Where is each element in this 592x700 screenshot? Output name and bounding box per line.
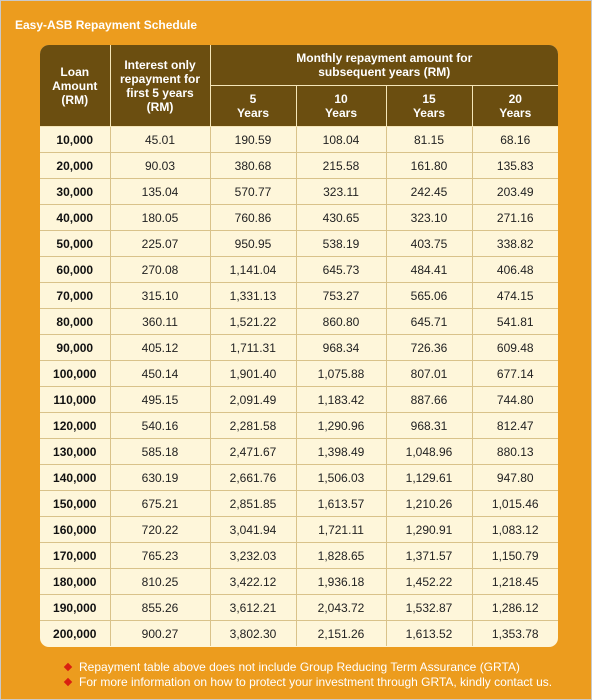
repay-20y-cell: 1,015.46 [472, 491, 558, 517]
loan-amount-cell: 100,000 [40, 361, 110, 387]
loan-amount-cell: 40,000 [40, 205, 110, 231]
repay-10y-cell: 215.58 [296, 153, 386, 179]
header-years-num: 5 [249, 92, 257, 106]
repay-5y-cell: 1,711.31 [210, 335, 296, 361]
repay-10y-cell: 1,398.49 [296, 439, 386, 465]
repay-5y-cell: 570.77 [210, 179, 296, 205]
loan-amount-cell: 30,000 [40, 179, 110, 205]
repay-5y-cell: 2,661.76 [210, 465, 296, 491]
repay-10y-cell: 1,506.03 [296, 465, 386, 491]
table-row [40, 413, 558, 439]
loan-amount-cell: 20,000 [40, 153, 110, 179]
table-row [40, 257, 558, 283]
table-body [40, 127, 558, 647]
table-row [40, 153, 558, 179]
repay-15y-cell: 645.71 [386, 309, 472, 335]
table-row [40, 179, 558, 205]
repay-15y-cell: 968.31 [386, 413, 472, 439]
interest-only-cell: 90.03 [110, 153, 210, 179]
interest-only-cell: 360.11 [110, 309, 210, 335]
interest-only-cell: 720.22 [110, 517, 210, 543]
repay-5y-cell: 3,802.30 [210, 621, 296, 647]
header-loan-line: Loan [60, 64, 90, 79]
table-header [40, 45, 558, 127]
table-row [40, 205, 558, 231]
interest-only-cell: 405.12 [110, 335, 210, 361]
repay-5y-cell: 380.68 [210, 153, 296, 179]
repay-5y-cell: 2,851.85 [210, 491, 296, 517]
repay-5y-cell: 3,232.03 [210, 543, 296, 569]
header-loan-amount [40, 45, 110, 127]
header-years-num: 10 [334, 92, 348, 106]
interest-only-cell: 765.23 [110, 543, 210, 569]
repay-15y-cell: 484.41 [386, 257, 472, 283]
repay-20y-cell: 1,150.79 [472, 543, 558, 569]
table-row [40, 465, 558, 491]
repay-15y-cell: 887.66 [386, 387, 472, 413]
repay-20y-cell: 203.49 [472, 179, 558, 205]
interest-only-cell: 900.27 [110, 621, 210, 647]
page-title: Easy-ASB Repayment Schedule [15, 18, 198, 32]
table-row [40, 517, 558, 543]
header-years-unit: Years [412, 106, 446, 120]
loan-amount-cell: 130,000 [40, 439, 110, 465]
repay-10y-cell: 645.73 [296, 257, 386, 283]
repay-20y-cell: 1,083.12 [472, 517, 558, 543]
loan-amount-cell: 160,000 [40, 517, 110, 543]
repay-20y-cell: 541.81 [472, 309, 558, 335]
repay-10y-cell: 968.34 [296, 335, 386, 361]
repay-20y-cell: 812.47 [472, 413, 558, 439]
repay-15y-cell: 1,048.96 [386, 439, 472, 465]
interest-only-cell: 810.25 [110, 569, 210, 595]
header-interest-line: first 5 years [126, 85, 194, 100]
repay-20y-cell: 1,353.78 [491, 626, 539, 641]
repay-15y-cell: 726.36 [386, 335, 472, 361]
header-interest-line: (RM) [146, 99, 174, 114]
table-row [40, 309, 558, 335]
header-monthly-repayment [210, 45, 558, 86]
header-monthly-line: subsequent years (RM) [318, 65, 451, 79]
repayment-table-container [40, 45, 558, 647]
repay-15y-cell: 161.80 [386, 153, 472, 179]
table-row [40, 283, 558, 309]
notes [65, 660, 552, 690]
repay-15y-cell: 1,613.52 [386, 621, 472, 647]
interest-only-cell: 540.16 [110, 413, 210, 439]
repay-10y-cell: 430.65 [296, 205, 386, 231]
table-row [40, 595, 558, 621]
interest-only-cell: 180.05 [110, 205, 210, 231]
repay-5y-cell: 1,521.22 [210, 309, 296, 335]
red-diamond-bullet-icon [64, 678, 72, 686]
repay-10y-cell: 1,828.65 [296, 543, 386, 569]
interest-only-cell: 225.07 [110, 231, 210, 257]
repay-20y-cell: 947.80 [472, 465, 558, 491]
header-years-unit: Years [236, 106, 270, 120]
loan-amount-cell: 150,000 [40, 491, 110, 517]
repay-15y-cell: 807.01 [386, 361, 472, 387]
note-item [65, 660, 552, 675]
repay-5y-cell: 3,041.94 [210, 517, 296, 543]
loan-amount-cell: 60,000 [40, 257, 110, 283]
table-row [40, 621, 558, 647]
table-row [40, 127, 558, 153]
repay-5y-cell: 2,471.67 [210, 439, 296, 465]
repay-5y-cell: 1,331.13 [210, 283, 296, 309]
loan-amount-cell: 200,000 [40, 621, 110, 647]
repay-15y-cell: 242.45 [386, 179, 472, 205]
interest-only-cell: 135.04 [110, 179, 210, 205]
repay-5y-cell: 950.95 [210, 231, 296, 257]
repay-10y-cell: 1,290.96 [296, 413, 386, 439]
repay-20y-cell: 135.83 [472, 153, 558, 179]
repay-20y-cell: 338.82 [472, 231, 558, 257]
repay-10y-cell: 2,151.26 [296, 621, 386, 647]
loan-amount-cell: 80,000 [40, 309, 110, 335]
repay-5y-cell: 3,422.12 [210, 569, 296, 595]
interest-only-cell: 630.19 [110, 465, 210, 491]
header-years-num: 15 [422, 92, 436, 106]
repay-20y-cell: 677.14 [472, 361, 558, 387]
header-loan-line: Amount [52, 78, 98, 93]
loan-amount-cell: 110,000 [40, 387, 110, 413]
repay-10y-cell: 1,613.57 [296, 491, 386, 517]
repay-10y-cell: 323.11 [296, 179, 386, 205]
repay-15y-cell: 1,371.57 [386, 543, 472, 569]
repay-20y-cell: 1,286.12 [472, 595, 558, 621]
loan-amount-cell: 90,000 [40, 335, 110, 361]
note-text: Repayment table above does not include Group Reducing Term Assurance (GRTA) [79, 660, 520, 674]
repay-15y-cell: 1,452.22 [386, 569, 472, 595]
repayment-table [40, 45, 558, 646]
repay-20y-cell: 609.48 [472, 335, 558, 361]
repay-15y-cell: 1,290.91 [386, 517, 472, 543]
repay-15y-cell: 1,129.61 [386, 465, 472, 491]
loan-amount-cell: 50,000 [40, 231, 110, 257]
repay-5y-cell: 1,901.40 [210, 361, 296, 387]
repay-5y-cell: 190.59 [210, 127, 296, 153]
loan-amount-cell: 70,000 [40, 283, 110, 309]
note-item [65, 675, 552, 690]
repay-5y-cell: 3,612.21 [210, 595, 296, 621]
interest-only-cell: 495.15 [110, 387, 210, 413]
header-years-unit: Years [324, 106, 358, 120]
repay-20y-cell: 1,218.45 [472, 569, 558, 595]
header-interest-line: repayment for [119, 71, 201, 86]
header-interest-line: Interest only [124, 57, 196, 72]
header-years-unit: Years [499, 106, 532, 120]
repay-20y-cell: 880.13 [472, 439, 558, 465]
note-text: For more information on how to protect your investment through GRTA, kindly contact us. [79, 675, 553, 689]
header-years-5 [210, 86, 296, 127]
table-row [40, 361, 558, 387]
repay-10y-cell: 1,936.18 [296, 569, 386, 595]
interest-only-cell: 450.14 [110, 361, 210, 387]
header-monthly-line: Monthly repayment amount for [296, 51, 473, 65]
repay-20y-cell: 474.15 [472, 283, 558, 309]
repay-20y-cell: 271.16 [472, 205, 558, 231]
table-row [40, 543, 558, 569]
repay-10y-cell: 753.27 [296, 283, 386, 309]
loan-amount-cell: 170,000 [40, 543, 110, 569]
red-diamond-bullet-icon [64, 663, 72, 671]
table-row [40, 231, 558, 257]
interest-only-cell: 315.10 [110, 283, 210, 309]
interest-only-cell: 270.08 [110, 257, 210, 283]
repay-10y-cell: 1,075.88 [296, 361, 386, 387]
repay-10y-cell: 2,043.72 [296, 595, 386, 621]
interest-only-cell: 585.18 [110, 439, 210, 465]
interest-only-cell: 855.26 [110, 595, 210, 621]
table-row [40, 335, 558, 361]
repay-10y-cell: 538.19 [296, 231, 386, 257]
repay-5y-cell: 2,281.58 [210, 413, 296, 439]
table-row [40, 387, 558, 413]
repay-15y-cell: 1,532.87 [386, 595, 472, 621]
repay-10y-cell: 108.04 [296, 127, 386, 153]
repay-15y-cell: 403.75 [386, 231, 472, 257]
table-row [40, 569, 558, 595]
loan-amount-cell: 190,000 [40, 595, 110, 621]
header-interest-only [110, 45, 210, 127]
header-years-20 [472, 86, 558, 127]
repay-10y-cell: 860.80 [296, 309, 386, 335]
repay-15y-cell: 1,210.26 [386, 491, 472, 517]
loan-amount-cell: 180,000 [40, 569, 110, 595]
interest-only-cell: 675.21 [110, 491, 210, 517]
repay-20y-cell: 68.16 [472, 127, 558, 153]
header-years-15 [386, 86, 472, 127]
repay-15y-cell: 323.10 [386, 205, 472, 231]
repay-5y-cell: 2,091.49 [210, 387, 296, 413]
table-row [40, 439, 558, 465]
repay-10y-cell: 1,183.42 [296, 387, 386, 413]
repay-20y-cell: 406.48 [472, 257, 558, 283]
repay-15y-cell: 81.15 [386, 127, 472, 153]
header-loan-line: (RM) [61, 92, 89, 107]
header-years-num: 20 [508, 92, 522, 106]
interest-only-cell: 45.01 [110, 127, 210, 153]
repay-15y-cell: 565.06 [386, 283, 472, 309]
header-years-10 [296, 86, 386, 127]
loan-amount-cell: 140,000 [40, 465, 110, 491]
table-row [40, 491, 558, 517]
repay-20y-cell: 744.80 [472, 387, 558, 413]
repay-10y-cell: 1,721.11 [296, 517, 386, 543]
loan-amount-cell: 120,000 [40, 413, 110, 439]
repay-5y-cell: 760.86 [210, 205, 296, 231]
loan-amount-cell: 10,000 [40, 127, 110, 153]
repay-5y-cell: 1,141.04 [210, 257, 296, 283]
